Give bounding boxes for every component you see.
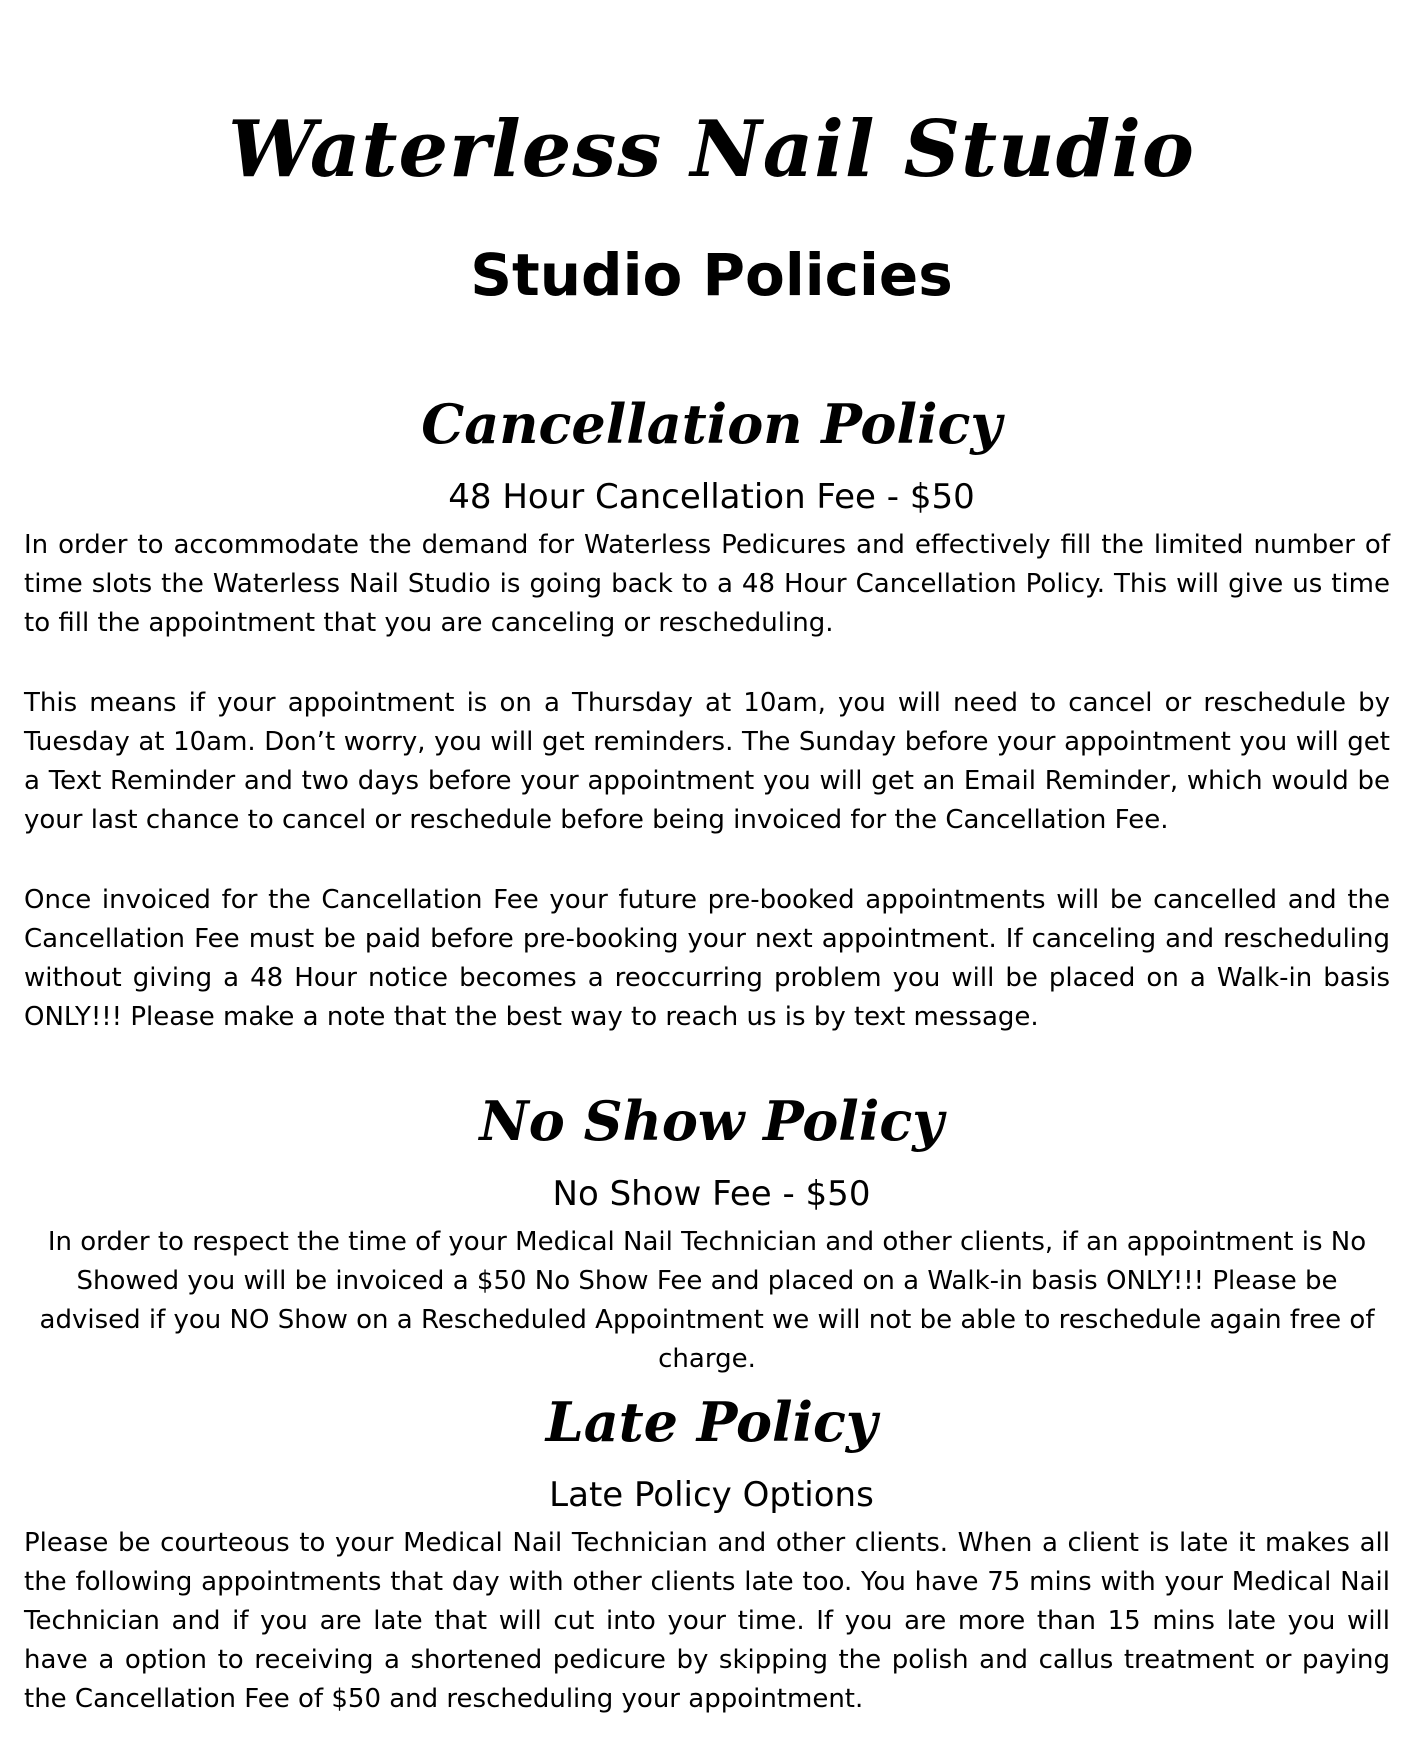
cancellation-paragraph-3: Once invoiced for the Cancellation Fee your future pre-booked appointments will be cancelled and the Cancellation Fee must be paid before pre-booking your next appointment. If canceling and rescheduling without giving a 48 Hour notice becomes a reoccurring problem you will be placed on a Walk-in basis ONLY!!! Please make a note that the best way to reach us is by text message. <box>24 885 1390 1032</box>
cancellation-policy-heading: Cancellation Policy <box>421 392 1002 456</box>
no-show-paragraph: In order to respect the time of your Medical Nail Technician and other clients, if an appointment is No Showed you will be invoiced a $50 No Show Fee and placed on a Walk-in basis ONLY!!! Please be advised if you NO Show on a Rescheduled Appointment we will not be able to reschedule again free of charge. <box>39 1227 1375 1374</box>
late-policy-options-label: Late Policy Options <box>549 1475 874 1515</box>
late-policy-paragraph: Please be courteous to your Medical Nail Technician and other clients. When a client is late it makes all the following appointments that day with other clients late too. You have 75 mins with your Medical Nail Technician and if you are late that will cut into your time. If you are more than 15 mins late you will have a option to receiving a shortened pedicure by skipping the polish and callus treatment or paying the Cancellation Fee of $50 and rescheduling your appointment. <box>24 1528 1390 1714</box>
cancellation-paragraph-2: This means if your appointment is on a Thursday at 10am, you will need to cancel or reschedule by Tuesday at 10am. Don’t worry, you will get reminders. The Sunday before your appointment you will get a Text Reminder and two days before your appointment you will get an Email Reminder, which would be your last chance to cancel or reschedule before being invoiced for the Cancellation Fee. <box>24 688 1390 835</box>
brand-title: Waterless Nail Studio <box>228 104 1195 195</box>
page-title: Studio Policies <box>470 241 953 309</box>
cancellation-paragraph-1: In order to accommodate the demand for Waterless Pedicures and effectively fill the limited number of time slots the Waterless Nail Studio is going back to a 48 Hour Cancellation Policy. This will give us time to fill the appointment that you are canceling or rescheduling. <box>24 530 1390 638</box>
no-show-fee-label: No Show Fee - $50 <box>552 1174 871 1214</box>
no-show-policy-heading: No Show Policy <box>479 1089 944 1153</box>
late-policy-heading: Late Policy <box>545 1390 878 1454</box>
cancellation-fee-label: 48 Hour Cancellation Fee - $50 <box>448 477 975 517</box>
